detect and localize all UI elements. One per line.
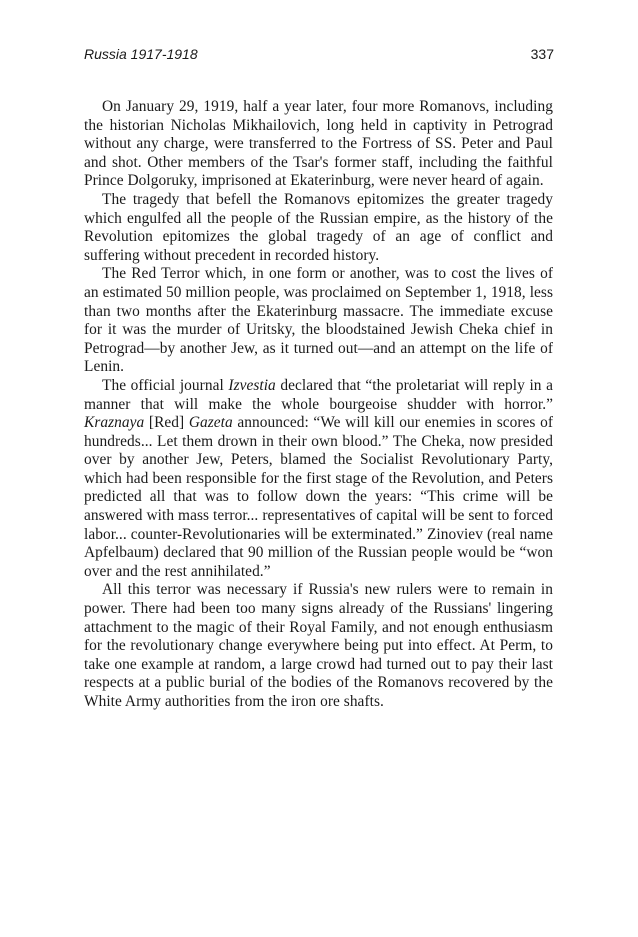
body-text	[84, 98, 553, 712]
italic-text: Gazeta	[188, 414, 233, 432]
paragraph	[84, 377, 553, 582]
paragraph-text: announced: “We will kill our enemies in scores of hundreds... Let them drown in their own blood.” The Cheka, now presided over by another Jew, Peters, blamed the Socialist Revolutionary Party, which had been responsible for the first stage of the Revolution, and Peters predicted all that was to follow down the years: “This crime will be answered with mass terror... representatives of capital will be sent to forced labor... counter-Revolutionaries will be exterminated.” Zinoviev (real name Apfelbaum) declared that 90 million of the Russian people would be “won over and the rest annihilated.”	[84, 414, 554, 580]
paragraph-text: On January 29, 1919, half a year later, four more Romanovs, including the historian Nicholas Mikhailovich, long held in captivity in Petrograd without any charge, were transferred to the Fortress of SS. Peter and Paul and shot. Other members of the Tsar's former staff, including the faithful Prince Dolgoruky, imprisoned at Ekaterinburg, were never heard of again.	[84, 98, 553, 190]
paragraph	[84, 191, 553, 265]
running-title: Russia 1917-1918	[84, 46, 198, 62]
paragraph	[84, 265, 553, 377]
paragraph-text: [Red]	[144, 414, 189, 432]
italic-text: Izvestia	[228, 376, 276, 394]
paragraph-text: The Red Terror which, in one form or another, was to cost the lives of an estimated 50 million people, was proclaimed on September 1, 1918, less than two months after the Ekaterinburg massacre. The immediate excuse for it was the murder of Uritsky, the bloodstained Jewish Cheka chief in Petrograd—by another Jew, as it turned out—and an attempt on the life of Lenin.	[84, 265, 553, 376]
running-header	[84, 46, 554, 68]
paragraph	[84, 581, 553, 711]
page-number: 337	[530, 46, 554, 62]
paragraph-text: The official journal	[102, 376, 229, 394]
paragraph-text: The tragedy that befell the Romanovs epitomizes the greater tragedy which engulfed all the people of the Russian empire, as the history of the Revolution epitomizes the global tragedy of an age of conflict and suffering without precedent in recorded history.	[84, 190, 553, 264]
paragraph	[84, 98, 553, 191]
italic-text: Kraznaya	[84, 414, 145, 432]
paragraph-text: All this terror was necessary if Russia's new rulers were to remain in power. There had been too many signs already of the Russians' lingering attachment to the magic of their Royal Family, and not enough enthusiasm for the revolutionary change everywhere being put into effect. At Perm, to take one example at random, a large crowd had turned out to pay their last respects at a public burial of the bodies of the Romanovs recovered by the White Army authorities from the iron ore shafts.	[84, 581, 553, 710]
paragraph-text: declared that “the proletariat will reply in a manner that will make the whole bourgeoise shudder with horror.”	[84, 376, 553, 413]
